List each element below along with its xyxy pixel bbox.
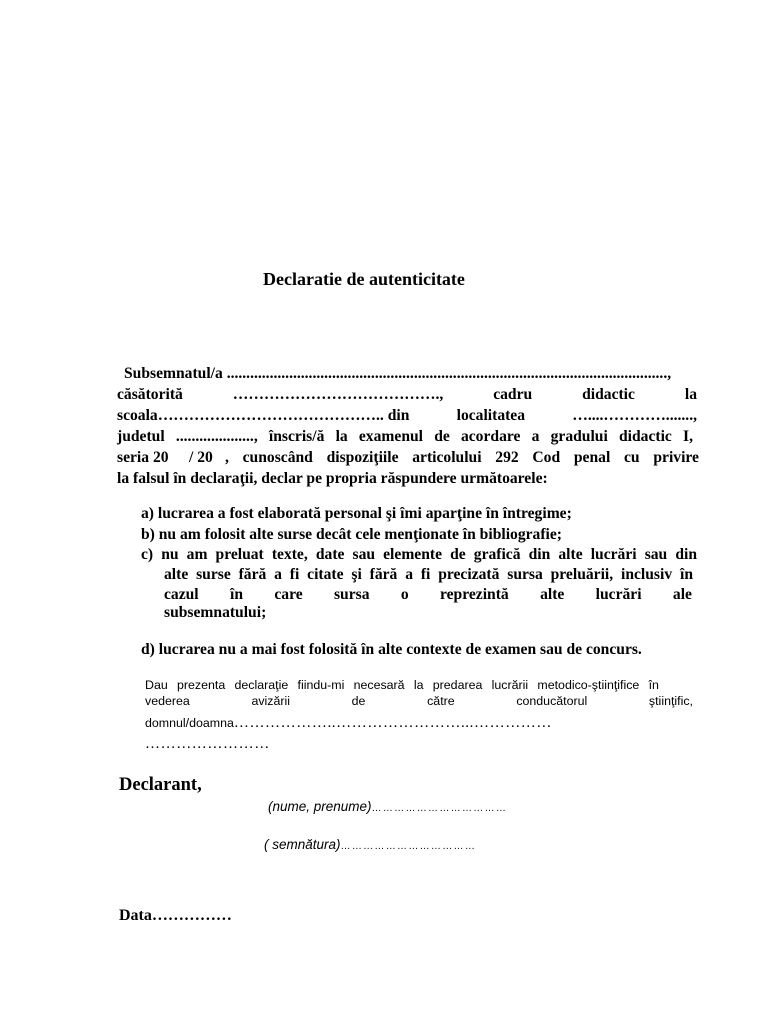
word: de [434,428,450,445]
word: cu [624,449,640,466]
word: am [186,546,208,563]
signature-field [264,836,476,854]
word: sau [352,546,376,563]
word: din [675,546,697,563]
word: în [679,566,693,583]
word: , [225,449,229,466]
word: de [351,694,366,708]
domnul-dots: ………………..……………………...…………… [233,715,553,731]
word: predarea [432,678,483,692]
word: surse [196,566,231,583]
word: grafică [473,546,521,563]
word: la [684,386,697,403]
word: ale [672,586,692,603]
page-title: Declaratie de autenticitate [263,269,465,289]
word: fără [238,566,267,583]
domnul-line [145,714,552,732]
list-item-c-line4: subsemnatului; [164,604,267,621]
word: fi [289,566,300,583]
word: Cod [532,449,561,466]
word: Dau [145,678,168,692]
word: cunoscând [242,449,313,466]
date-label: Data…………… [119,907,232,924]
word: conducătorul [516,694,588,708]
word: a [531,428,540,445]
word: declaraţie [234,678,289,692]
word: ştiinţific, [648,694,693,708]
word: acordare [460,428,521,445]
word: citate [307,566,344,583]
word: nu [161,546,179,563]
word: la [335,428,348,445]
word: de [450,546,466,563]
word: către [427,694,455,708]
word: o [400,586,409,603]
casatorita-line [117,385,697,405]
domnul-label: domnul/doamna [145,716,234,730]
word: în [648,678,659,692]
word: avizării [251,694,290,708]
word: localitatea [456,407,526,424]
word: şi [351,566,362,583]
word: gradului [550,428,608,445]
word: vederea [145,694,190,708]
word: c) [141,546,154,563]
list-item-c-line1 [141,545,697,565]
word: lucrări [590,546,637,563]
word: fără [369,566,398,583]
word: reprezintă [440,586,509,603]
word: inclusiv [621,566,673,583]
domnul-dots-continued: …………………… [145,736,270,752]
word: la [413,678,424,692]
word: fi [420,566,431,583]
word: …....…………......., [572,407,697,424]
seria-label: seria 20 [117,449,169,466]
word: din [528,546,551,563]
name-dots: ……………………………… [371,803,508,814]
vederea-line [145,694,693,708]
word: fiindu-mi [297,678,345,692]
list-item-c-line3 [164,585,692,605]
word: metodico-ştiinţifice [537,678,640,692]
seria-rest [225,448,699,468]
word: privire [653,449,699,466]
word: cadru [493,386,533,403]
word: prezenta [177,678,226,692]
word: didactic [619,428,672,445]
word: texte, [271,546,308,563]
word: alte [558,546,583,563]
word: elemente [383,546,443,563]
word: 292 [495,449,519,466]
word: date [315,546,345,563]
declarant-label: Declarant, [119,775,202,795]
word: I, [683,428,693,445]
dau-line [145,678,659,692]
word: necesară [353,678,405,692]
word: …………………………………., [232,386,444,403]
word: înscris/ă [268,428,325,445]
word: dispoziţiile [326,449,399,466]
falsul-line: la falsul în declaraţii, declar pe propria răspundere următoarele: [117,470,548,487]
word: în [230,586,244,603]
word: didactic [582,386,635,403]
list-item-d: d) lucrarea nu a mai fost folosită în alte contexte de examen sau de concurs. [141,641,642,658]
list-item-b: b) nu am folosit alte surse decât cele menţionate în bibliografie; [141,526,562,543]
word: scoala…………………………………….. din [117,407,410,424]
seria-line [117,448,699,468]
word: cazul [164,586,199,603]
word: examenul [358,428,423,445]
word: lucrării [491,678,529,692]
word: lucrări [595,586,642,603]
list-item-c-line2 [164,565,693,585]
subsemnatul-line: Subsemnatul/a ................................................................................................................., [124,365,672,382]
scoala-line [117,406,697,426]
word: alte [540,586,565,603]
word: articolului [412,449,482,466]
word: sursa [507,566,543,583]
word: judetul [117,428,165,445]
signature-label: ( semnătura) [264,837,341,852]
signature-dots: ……………………………… [340,841,477,852]
word: penal [573,449,611,466]
word: preluării, [550,566,614,583]
word: ...................., [175,428,258,445]
word: alte [164,566,189,583]
word: a [405,566,413,583]
name-label: (nume, prenume) [268,799,372,814]
word: căsătorită [117,386,183,403]
word: sursa [333,586,370,603]
word: a [274,566,282,583]
word: care [274,586,303,603]
word: precizată [438,566,500,583]
name-field [268,798,507,816]
word: preluat [215,546,264,563]
judetul-line [117,427,693,447]
seria-year: / 20 [189,449,213,466]
word: sau [644,546,668,563]
list-item-a: a) lucrarea a fost elaborată personal şi îmi aparţine în întregime; [141,505,572,522]
